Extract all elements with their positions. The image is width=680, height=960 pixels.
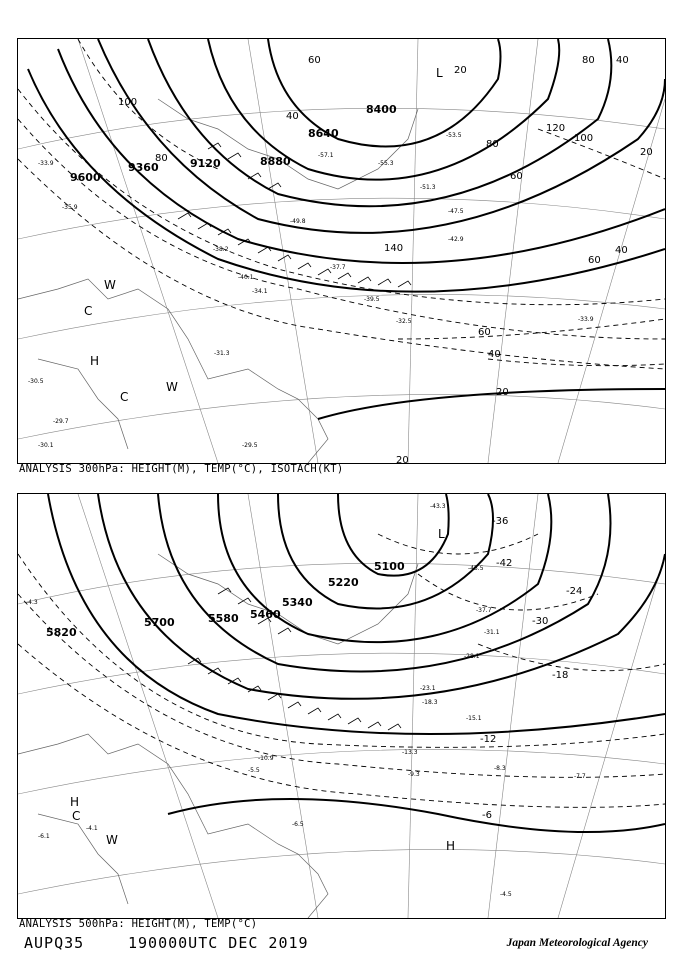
- map-500hpa: [17, 493, 666, 919]
- temp-value: -6.1: [38, 833, 50, 840]
- temp-value: -37.7: [476, 607, 492, 614]
- lat-lon-grid: [18, 39, 665, 463]
- temp-value: -29.5: [242, 442, 258, 449]
- height-label: 5460: [250, 608, 281, 621]
- isotach-label: 20: [640, 147, 653, 158]
- isotherm-label: -36: [492, 516, 509, 527]
- height-label: 5820: [46, 626, 77, 639]
- temp-value: -47.5: [448, 208, 464, 215]
- height-contours: [48, 494, 665, 832]
- map-500hpa-canvas: [18, 494, 665, 918]
- isotach-label: 140: [384, 243, 404, 254]
- chart-id: AUPQ35: [24, 934, 85, 952]
- temp-value: -6.5: [292, 821, 304, 828]
- temp-value: -45.5: [468, 565, 484, 572]
- height-label: 5100: [374, 560, 405, 573]
- valid-time: 190000UTC DEC 2019: [128, 934, 309, 952]
- caption-500hpa: ANALYSIS 500hPa: HEIGHT(M), TEMP(°C): [19, 918, 258, 930]
- temp-value: -18.3: [422, 699, 438, 706]
- height-label: 5700: [144, 616, 175, 629]
- isotach-label: 100: [574, 133, 594, 144]
- isotach-contours: [18, 39, 665, 369]
- height-label: 5220: [328, 576, 359, 589]
- high-pressure-marker: H: [90, 354, 100, 368]
- temp-value: -31.1: [484, 629, 500, 636]
- temp-value: -7.7: [574, 773, 586, 780]
- temp-value: -4.1: [86, 825, 98, 832]
- temp-value: -29.7: [53, 418, 69, 425]
- height-label: 9600: [70, 171, 101, 184]
- isotach-label: 120: [546, 123, 566, 134]
- height-label: 8640: [308, 127, 339, 140]
- temp-value: -35.9: [62, 204, 78, 211]
- coastline: [18, 554, 418, 918]
- isotach-label: 40: [616, 55, 629, 66]
- caption-300hpa: ANALYSIS 300hPa: HEIGHT(M), TEMP(°C), ISOTACH(KT): [19, 463, 344, 475]
- isotherm-label: -42: [496, 558, 513, 569]
- cold-center-marker: C: [84, 304, 93, 318]
- isotach-label: 20: [396, 455, 409, 463]
- height-label: 5340: [282, 596, 313, 609]
- temp-value: -55.3: [378, 160, 394, 167]
- height-label: 9120: [190, 157, 221, 170]
- temp-value: -34.1: [252, 288, 268, 295]
- isotach-label: 60: [308, 55, 321, 66]
- high-pressure-marker: H: [446, 839, 456, 853]
- temp-value: -49.8: [290, 218, 306, 225]
- temp-value: -53.5: [446, 132, 462, 139]
- temp-value: -31.3: [214, 350, 230, 357]
- temp-value: -40.1: [238, 274, 254, 281]
- warm-center-marker: W: [106, 833, 118, 847]
- temp-value: -10.9: [258, 755, 274, 762]
- height-label: 8880: [260, 155, 291, 168]
- height-label: 9360: [128, 161, 159, 174]
- temp-value: -30.5: [28, 378, 44, 385]
- isotach-label: 60: [510, 171, 523, 182]
- temp-value: -13.3: [402, 749, 418, 756]
- isotach-label: 80: [155, 153, 168, 164]
- isotherm-label: -6: [482, 810, 492, 821]
- temp-value: -38.2: [213, 246, 229, 253]
- temp-value: -42.9: [448, 236, 464, 243]
- temp-value: -51.3: [420, 184, 436, 191]
- temp-value: -4.3: [26, 599, 38, 606]
- low-pressure-marker: L: [436, 66, 443, 80]
- height-label: 5580: [208, 612, 239, 625]
- temp-value: -32.5: [396, 318, 412, 325]
- isotherm-label: -12: [480, 734, 497, 745]
- temp-value: -39.5: [364, 296, 380, 303]
- warm-center-marker: W: [104, 278, 116, 292]
- temp-value: -33.9: [578, 316, 594, 323]
- warm-center-marker: W: [166, 380, 178, 394]
- isotach-label: 100: [118, 97, 138, 108]
- temp-value: -15.1: [466, 715, 482, 722]
- temp-value: -28.1: [464, 653, 480, 660]
- temp-value: -23.1: [420, 685, 436, 692]
- temp-value: -43.3: [430, 503, 446, 510]
- temp-value: -8.3: [494, 765, 506, 772]
- isotach-label: 80: [582, 55, 595, 66]
- cold-center-marker: C: [72, 809, 81, 823]
- temp-value: -4.5: [500, 891, 512, 898]
- isotherm-label: -30: [532, 616, 549, 627]
- isotach-label: 60: [478, 327, 491, 338]
- cold-center-marker: C: [120, 390, 129, 404]
- high-pressure-marker: H: [70, 795, 80, 809]
- temp-value: -37.7: [330, 264, 346, 271]
- isotach-label: 20: [454, 65, 467, 76]
- height-label: 8400: [366, 103, 397, 116]
- isotach-label: 40: [286, 111, 299, 122]
- agency-name: Japan Meteorological Agency: [506, 937, 648, 949]
- temp-value: -30.1: [38, 442, 54, 449]
- isotach-label: 60: [588, 255, 601, 266]
- isotach-label: 80: [486, 139, 499, 150]
- isotherm-label: -18: [552, 670, 569, 681]
- isotach-label: 40: [615, 245, 628, 256]
- isotherm-label: -24: [566, 586, 583, 597]
- temp-value: -5.5: [248, 767, 260, 774]
- map-300hpa-canvas: [18, 39, 665, 463]
- map-300hpa: [17, 38, 666, 464]
- low-pressure-marker: L: [438, 527, 445, 541]
- isotach-label: 40: [488, 349, 501, 360]
- temp-value: -57.1: [318, 152, 334, 159]
- isotach-label: 20: [496, 387, 509, 398]
- wind-barbs: [188, 588, 401, 730]
- temp-value: -9.3: [408, 771, 420, 778]
- temp-value: -33.9: [38, 160, 54, 167]
